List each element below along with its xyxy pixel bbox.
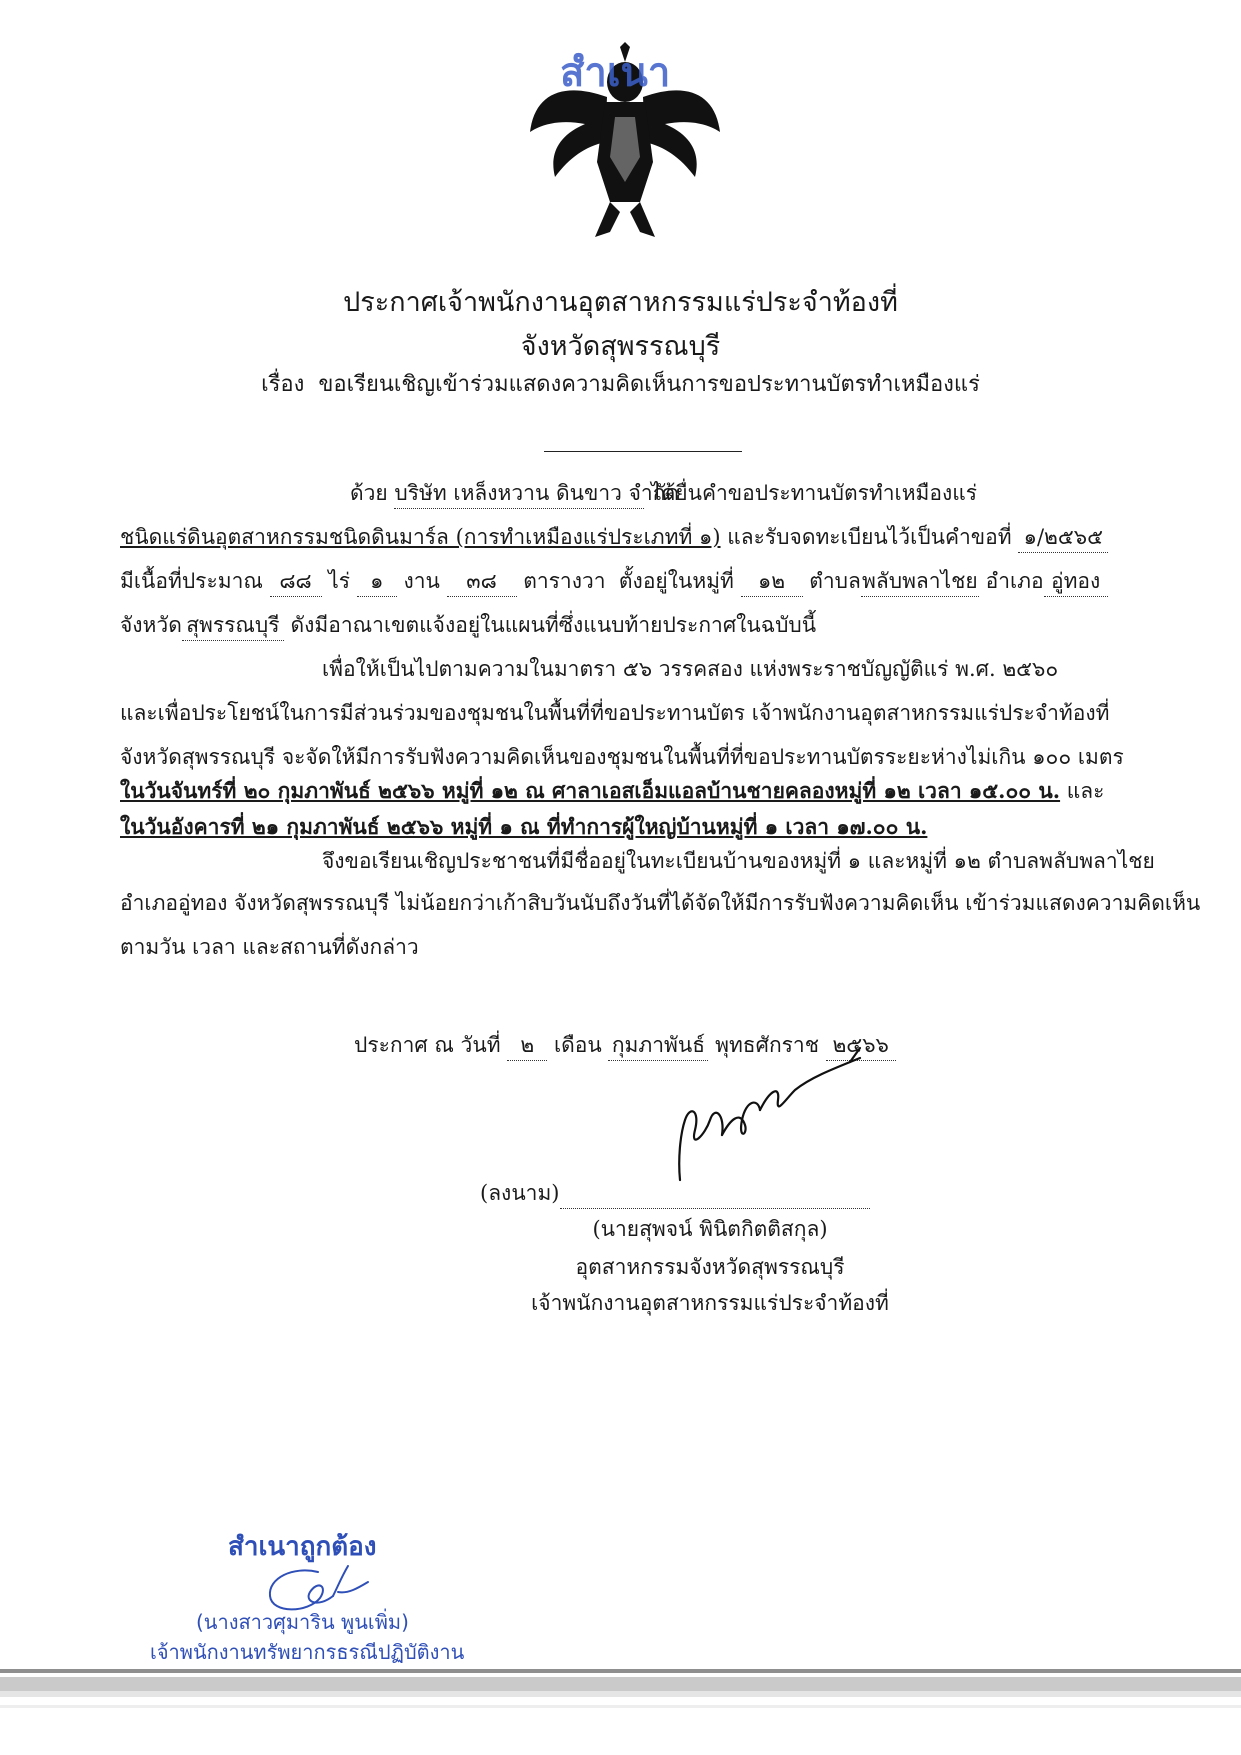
para2-line4: ในวันจันทร์ที่ ๒๐ กุมภาพันธ์ ๒๕๖๖ หมู่ที่ ๑๒ ณ ศาลาเอสเอ็มแอลบ้านชายคลองหมู่ที่ ๑๒ เวลา ๑๕.๐๐ น. และ (120, 778, 1105, 803)
scan-edge-noise (0, 1665, 1241, 1735)
para2-line3: จังหวัดสุพรรณบุรี จะจัดให้มีการรับฟังความคิดเห็นของชุมชนในพื้นที่ที่ขอประทานบัตรระยะห่างไม่เกิน ๑๐๐ เมตร (120, 745, 1124, 769)
para2-line2: และเพื่อประโยชน์ในการมีส่วนร่วมของชุมชนในพื้นที่ที่ขอประทานบัตร เจ้าพนักงานอุตสาหกรรมแร่ประจำท้องที่ (120, 701, 1110, 725)
para1-line3: มีเนื้อที่ประมาณ ๘๘ ไร่ ๑ งาน ๓๘ ตารางวา ตั้งอยู่ในหมู่ที่ ๑๒ ตำบลพลับพลาไชย อำเภอ อู่ทอง (120, 566, 1135, 597)
para2-line5 (120, 812, 1135, 842)
para1-line1: ด้วย บริษัท เหล็งหวาน ดินขาว จำกัด ได้ยื่นคำขอประทานบัตรทำเหมืองแร่ (350, 478, 1140, 509)
sign-line: (ลงนาม) (480, 1178, 880, 1209)
copy-stamp: สำเนา (560, 50, 671, 96)
signer-position-1: อุตสาหกรรมจังหวัดสุพรรณบุรี (575, 1255, 845, 1279)
signer-name: (นายสุพจน์ พินิตกิตติสกุล) (592, 1217, 828, 1241)
certifier-position: เจ้าพนักงานทรัพยากรธรณีปฏิบัติงาน (150, 1640, 465, 1664)
title-divider (544, 451, 742, 452)
page-title-province: จังหวัดสุพรรณบุรี (520, 331, 721, 362)
meeting-date-2: ในวันอังคารที่ ๒๑ กุมภาพันธ์ ๒๕๖๖ หมู่ที่ ๑ ณ ที่ทำการผู้ใหญ่บ้านหมู่ที่ ๑ เวลา ๑๗.๐๐ น. (120, 814, 928, 839)
announce-date: ประกาศ ณ วันที่ ๒ เดือน กุมภาพันธ์ พุทธศักราช ๒๕๖๖ (354, 1030, 954, 1061)
para3-line1: จึงขอเรียนเชิญประชาชนที่มีชื่ออยู่ในทะเบียนบ้านของหมู่ที่ ๑ และหมู่ที่ ๑๒ ตำบลพลับพลาไชย (322, 849, 1155, 873)
page-title: ประกาศเจ้าพนักงานอุตสาหกรรมแร่ประจำท้องที่ (343, 287, 898, 318)
para3-line2: อำเภออู่ทอง จังหวัดสุพรรณบุรี ไม่น้อยกว่าเก้าสิบวันนับถึงวันที่ได้จัดให้มีการรับฟังความคิดเห็น เข้าร่วมแสดงความคิดเห็น (120, 891, 1201, 915)
company-name: บริษัท เหล็งหวาน ดินขาว จำกัด (394, 478, 644, 509)
handwritten-signature-icon (660, 1040, 880, 1185)
signer-position-2: เจ้าพนักงานอุตสาหกรรมแร่ประจำท้องที่ (531, 1291, 889, 1315)
subject-line: เรื่อง ขอเรียนเชิญเข้าร่วมแสดงความคิดเห็นการขอประทานบัตรทำเหมืองแร่ (261, 372, 980, 397)
meeting-date-1: ในวันจันทร์ที่ ๒๐ กุมภาพันธ์ ๒๕๖๖ หมู่ที่ ๑๒ ณ ศาลาเอสเอ็มแอลบ้านชายคลองหมู่ที่ ๑๒ เวลา ๑๕.๐๐ น. (120, 778, 1061, 803)
para1-line4: จังหวัด สุพรรณบุรี ดังมีอาณาเขตแจ้งอยู่ในแผนที่ซึ่งแนบท้ายประกาศในฉบับนี้ (120, 610, 1135, 641)
certifier-name: (นางสาวศุมาริน พูนเพิ่ม) (196, 1610, 409, 1634)
para3-line3: ตามวัน เวลา และสถานที่ดังกล่าว (120, 935, 419, 959)
para1-line2: ชนิดแร่ดินอุตสาหกรรมชนิดดินมาร์ล (การทำเหมืองแร่ประเภทที่ ๑) และรับจดทะเบียนไว้เป็นคำขอที่ ๑/๒๕๖๕ (120, 522, 1135, 553)
para2-line1: เพื่อให้เป็นไปตามความในมาตรา ๕๖ วรรคสอง แห่งพระราชบัญญัติแร่ พ.ศ. ๒๕๖๐ (322, 657, 1059, 681)
certified-copy-title: สำเนาถูกต้อง (228, 1532, 377, 1562)
